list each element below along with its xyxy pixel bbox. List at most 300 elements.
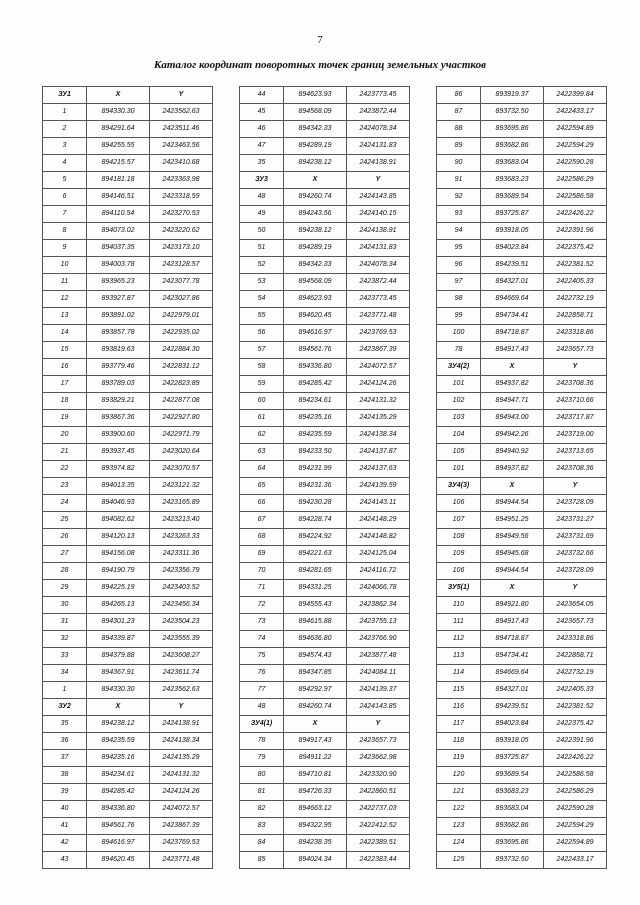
- point-number: 15: [43, 342, 87, 359]
- y-coordinate: 2423719.00: [544, 427, 607, 444]
- x-coordinate: 894620.45: [284, 308, 347, 325]
- point-number: 35: [240, 155, 284, 172]
- x-coordinate: 894623.93: [284, 291, 347, 308]
- x-coordinate: 894023.84: [481, 716, 544, 733]
- table-row: [240, 750, 410, 767]
- y-coordinate: 2423128.57: [150, 257, 213, 274]
- x-coordinate: 894224.92: [284, 529, 347, 546]
- table-row: [43, 325, 213, 342]
- y-coordinate: 2422426.22: [544, 206, 607, 223]
- x-coordinate: 894574.43: [284, 648, 347, 665]
- point-number: 5: [43, 172, 87, 189]
- point-number: 12: [43, 291, 87, 308]
- x-coordinate: 894561.76: [87, 818, 150, 835]
- point-number: 50: [240, 223, 284, 240]
- y-coordinate: 2423717.87: [544, 410, 607, 427]
- x-coordinate: 894911.22: [284, 750, 347, 767]
- table-row: [240, 648, 410, 665]
- table-row: [240, 376, 410, 393]
- point-number: 87: [437, 104, 481, 121]
- x-coordinate: 894945.68: [481, 546, 544, 563]
- table-row: [437, 699, 607, 716]
- x-coordinate: 894718.87: [481, 631, 544, 648]
- table-row: [43, 478, 213, 495]
- table-row: [43, 393, 213, 410]
- point-number: 98: [437, 291, 481, 308]
- point-number: 100: [437, 325, 481, 342]
- y-coordinate: 2423769.53: [150, 835, 213, 852]
- point-number: 1: [43, 682, 87, 699]
- table-row: [240, 291, 410, 308]
- x-coordinate: 894327.01: [481, 274, 544, 291]
- x-coordinate: 894235.59: [284, 427, 347, 444]
- point-number: 18: [43, 393, 87, 410]
- table-row: [240, 614, 410, 631]
- table-row: [240, 597, 410, 614]
- point-number: 108: [437, 529, 481, 546]
- point-number: 110: [437, 597, 481, 614]
- point-number: 78: [437, 342, 481, 359]
- x-coordinate: 894718.87: [481, 325, 544, 342]
- y-coordinate: 2423728.09: [544, 495, 607, 512]
- y-coordinate: 2423311.36: [150, 546, 213, 563]
- parcel-header-row: [43, 699, 213, 716]
- x-coordinate: 893937.45: [87, 444, 150, 461]
- x-header: X: [87, 87, 150, 104]
- x-coordinate: 894024.34: [284, 852, 347, 869]
- parcel-header-row: [240, 716, 410, 733]
- y-coordinate: 2424131.83: [347, 138, 410, 155]
- y-coordinate: 2423511.46: [150, 121, 213, 138]
- table-row: [240, 104, 410, 121]
- coordinates-table-middle: [239, 86, 410, 869]
- y-coordinate: 2423356.79: [150, 563, 213, 580]
- point-number: 10: [43, 257, 87, 274]
- x-coordinate: 894339.87: [87, 631, 150, 648]
- point-number: 99: [437, 308, 481, 325]
- point-number: 73: [240, 614, 284, 631]
- table-row: [43, 206, 213, 223]
- table-row: [240, 546, 410, 563]
- x-coordinate: 894238.12: [284, 155, 347, 172]
- x-coordinate: 894110.54: [87, 206, 150, 223]
- y-coordinate: 2423456.34: [150, 597, 213, 614]
- table-row: [240, 325, 410, 342]
- point-number: 94: [437, 223, 481, 240]
- y-coordinate: 2423403.52: [150, 580, 213, 597]
- y-coordinate: 2422858.71: [544, 308, 607, 325]
- point-number: 28: [43, 563, 87, 580]
- y-coordinate: 2423173.10: [150, 240, 213, 257]
- y-header: Y: [544, 359, 607, 376]
- point-number: 115: [437, 682, 481, 699]
- x-coordinate: 893732.50: [481, 852, 544, 869]
- y-coordinate: 2424138.91: [347, 223, 410, 240]
- table-row: [437, 784, 607, 801]
- y-coordinate: 2422405.33: [544, 274, 607, 291]
- y-coordinate: 2424139.59: [347, 478, 410, 495]
- y-coordinate: 2422375.42: [544, 240, 607, 257]
- table-row: [437, 325, 607, 342]
- table-row: [240, 512, 410, 529]
- table-row: [437, 801, 607, 818]
- y-coordinate: 2423020.64: [150, 444, 213, 461]
- point-number: 119: [437, 750, 481, 767]
- x-coordinate: 894230.28: [284, 495, 347, 512]
- table-row: [240, 121, 410, 138]
- y-coordinate: 2422590.28: [544, 155, 607, 172]
- table-row: [437, 495, 607, 512]
- x-coordinate: 894301.23: [87, 614, 150, 631]
- table-row: [437, 87, 607, 104]
- y-coordinate: 2423773.45: [347, 87, 410, 104]
- table-row: [240, 835, 410, 852]
- y-coordinate: 2423504.23: [150, 614, 213, 631]
- point-number: 72: [240, 597, 284, 614]
- table-row: [43, 308, 213, 325]
- point-number: 13: [43, 308, 87, 325]
- y-coordinate: 2423877.48: [347, 648, 410, 665]
- y-coordinate: 2422594.89: [544, 835, 607, 852]
- point-number: 80: [240, 767, 284, 784]
- x-header: X: [481, 580, 544, 597]
- x-coordinate: 894082.62: [87, 512, 150, 529]
- point-number: 61: [240, 410, 284, 427]
- y-coordinate: 2422935.02: [150, 325, 213, 342]
- y-coordinate: 2423318.86: [544, 325, 607, 342]
- x-coordinate: 894291.64: [87, 121, 150, 138]
- x-coordinate: 894616.97: [87, 835, 150, 852]
- table-row: [240, 274, 410, 291]
- point-number: 16: [43, 359, 87, 376]
- x-coordinate: 894951.25: [481, 512, 544, 529]
- y-coordinate: 2422590.28: [544, 801, 607, 818]
- point-number: 117: [437, 716, 481, 733]
- y-coordinate: 2423662.98: [347, 750, 410, 767]
- point-number: 7: [43, 206, 87, 223]
- table-row: [43, 580, 213, 597]
- point-number: 63: [240, 444, 284, 461]
- y-coordinate: 2423562.63: [150, 104, 213, 121]
- table-row: [43, 784, 213, 801]
- y-coordinate: 2423320.90: [347, 767, 410, 784]
- x-coordinate: 893857.78: [87, 325, 150, 342]
- x-coordinate: 894231.36: [284, 478, 347, 495]
- table-row: [437, 223, 607, 240]
- table-row: [43, 665, 213, 682]
- table-row: [240, 852, 410, 869]
- y-coordinate: 2424138.91: [150, 716, 213, 733]
- table-row: [437, 733, 607, 750]
- y-coordinate: 2424124.26: [347, 376, 410, 393]
- x-coordinate: 894003.78: [87, 257, 150, 274]
- table-row: [240, 342, 410, 359]
- point-number: 59: [240, 376, 284, 393]
- point-number: 48: [240, 189, 284, 206]
- table-row: [437, 529, 607, 546]
- point-number: 17: [43, 376, 87, 393]
- y-coordinate: 2422594.29: [544, 138, 607, 155]
- y-coordinate: 2422375.42: [544, 716, 607, 733]
- table-row: [437, 155, 607, 172]
- point-number: 85: [240, 852, 284, 869]
- point-number: 111: [437, 614, 481, 631]
- point-number: 116: [437, 699, 481, 716]
- y-coordinate: 2424137.87: [347, 444, 410, 461]
- point-number: 75: [240, 648, 284, 665]
- y-coordinate: 2424138.91: [347, 155, 410, 172]
- table-row: [240, 733, 410, 750]
- point-number: 40: [43, 801, 87, 818]
- y-coordinate: 2422586.58: [544, 767, 607, 784]
- parcel-id: ЗУ3: [240, 172, 284, 189]
- point-number: 43: [43, 852, 87, 869]
- y-coordinate: 2424124.26: [150, 784, 213, 801]
- table-row: [43, 733, 213, 750]
- x-coordinate: 894615.88: [284, 614, 347, 631]
- table-row: [43, 138, 213, 155]
- y-coordinate: 2422594.89: [544, 121, 607, 138]
- y-coordinate: 2423867.39: [347, 342, 410, 359]
- x-coordinate: 894636.80: [284, 631, 347, 648]
- x-coordinate: 894669.64: [481, 291, 544, 308]
- x-coordinate: 894255.55: [87, 138, 150, 155]
- table-row: [437, 257, 607, 274]
- point-number: 67: [240, 512, 284, 529]
- y-coordinate: 2424131.32: [347, 393, 410, 410]
- x-coordinate: 894225.19: [87, 580, 150, 597]
- x-coordinate: 894663.12: [284, 801, 347, 818]
- parcel-header-row: [437, 580, 607, 597]
- table-row: [43, 716, 213, 733]
- table-row: [437, 376, 607, 393]
- point-number: 27: [43, 546, 87, 563]
- x-coordinate: 894073.02: [87, 223, 150, 240]
- point-number: 38: [43, 767, 87, 784]
- table-row: [437, 189, 607, 206]
- table-row: [240, 206, 410, 223]
- table-row: [437, 648, 607, 665]
- y-coordinate: 2422381.52: [544, 699, 607, 716]
- y-coordinate: 2422737.03: [347, 801, 410, 818]
- point-number: 62: [240, 427, 284, 444]
- table-row: [43, 257, 213, 274]
- y-coordinate: 2424143.85: [347, 189, 410, 206]
- x-coordinate: 894235.59: [87, 733, 150, 750]
- y-coordinate: 2424125.04: [347, 546, 410, 563]
- table-row: [437, 121, 607, 138]
- y-coordinate: 2424138.34: [347, 427, 410, 444]
- parcel-id: ЗУ4(2): [437, 359, 481, 376]
- table-row: [43, 410, 213, 427]
- x-coordinate: 894260.74: [284, 699, 347, 716]
- y-coordinate: 2423562.63: [150, 682, 213, 699]
- table-row: [240, 444, 410, 461]
- table-row: [240, 665, 410, 682]
- x-coordinate: 894190.79: [87, 563, 150, 580]
- point-number: 107: [437, 512, 481, 529]
- x-coordinate: 894233.50: [284, 444, 347, 461]
- y-coordinate: 2424140.15: [347, 206, 410, 223]
- point-number: 49: [240, 206, 284, 223]
- table-row: [437, 597, 607, 614]
- table-row: [43, 376, 213, 393]
- table-row: [437, 835, 607, 852]
- point-number: 37: [43, 750, 87, 767]
- y-coordinate: 2422979.01: [150, 308, 213, 325]
- x-coordinate: 893725.87: [481, 750, 544, 767]
- table-row: [43, 189, 213, 206]
- y-coordinate: 2424148.29: [347, 512, 410, 529]
- x-coordinate: 893919.37: [481, 87, 544, 104]
- table-row: [240, 580, 410, 597]
- table-row: [43, 512, 213, 529]
- x-coordinate: 894568.09: [284, 274, 347, 291]
- y-coordinate: 2424143.11: [347, 495, 410, 512]
- table-row: [240, 87, 410, 104]
- y-coordinate: 2424072.57: [150, 801, 213, 818]
- x-coordinate: 894228.74: [284, 512, 347, 529]
- y-coordinate: 2422433.17: [544, 104, 607, 121]
- x-coordinate: 894942.26: [481, 427, 544, 444]
- y-coordinate: 2424135.29: [150, 750, 213, 767]
- point-number: 52: [240, 257, 284, 274]
- parcel-id: ЗУ4(1): [240, 716, 284, 733]
- table-row: [43, 121, 213, 138]
- table-row: [240, 240, 410, 257]
- y-coordinate: 2424143.85: [347, 699, 410, 716]
- table-row: [240, 529, 410, 546]
- y-coordinate: 2423728.09: [544, 563, 607, 580]
- y-coordinate: 2422426.22: [544, 750, 607, 767]
- x-coordinate: 894215.57: [87, 155, 150, 172]
- x-coordinate: 894330.30: [87, 104, 150, 121]
- point-number: 32: [43, 631, 87, 648]
- y-coordinate: 2423263.33: [150, 529, 213, 546]
- point-number: 102: [437, 393, 481, 410]
- x-coordinate: 894322.95: [284, 818, 347, 835]
- point-number: 118: [437, 733, 481, 750]
- y-coordinate: 2422858.71: [544, 648, 607, 665]
- table-row: [43, 597, 213, 614]
- table-row: [437, 665, 607, 682]
- table-row: [240, 495, 410, 512]
- parcel-header-row: [43, 87, 213, 104]
- coordinates-table-left: [42, 86, 213, 869]
- y-coordinate: 2422399.84: [544, 87, 607, 104]
- table-row: [437, 563, 607, 580]
- x-coordinate: 894917.43: [481, 614, 544, 631]
- x-coordinate: 894347.85: [284, 665, 347, 682]
- x-coordinate: 894285.42: [87, 784, 150, 801]
- x-coordinate: 893789.03: [87, 376, 150, 393]
- y-coordinate: 2423270.53: [150, 206, 213, 223]
- point-number: 121: [437, 784, 481, 801]
- point-number: 22: [43, 461, 87, 478]
- table-row: [240, 138, 410, 155]
- table-row: [240, 257, 410, 274]
- table-row: [240, 461, 410, 478]
- point-number: 1: [43, 104, 87, 121]
- table-row: [240, 189, 410, 206]
- table-row: [437, 138, 607, 155]
- table-row: [437, 852, 607, 869]
- x-coordinate: 893725.87: [481, 206, 544, 223]
- table-row: [43, 104, 213, 121]
- y-coordinate: 2424138.34: [150, 733, 213, 750]
- x-header: X: [284, 716, 347, 733]
- x-coordinate: 894289.19: [284, 138, 347, 155]
- table-row: [240, 223, 410, 240]
- point-number: 76: [240, 665, 284, 682]
- y-coordinate: 2423077.78: [150, 274, 213, 291]
- y-coordinate: 2424148.82: [347, 529, 410, 546]
- point-number: 31: [43, 614, 87, 631]
- point-number: 70: [240, 563, 284, 580]
- point-number: 55: [240, 308, 284, 325]
- y-coordinate: 2422383.44: [347, 852, 410, 869]
- table-row: [43, 342, 213, 359]
- point-number: 20: [43, 427, 87, 444]
- parcel-header-row: [240, 172, 410, 189]
- x-coordinate: 894620.45: [87, 852, 150, 869]
- x-coordinate: 894234.61: [87, 767, 150, 784]
- point-number: 56: [240, 325, 284, 342]
- table-row: [240, 631, 410, 648]
- x-coordinate: 894921.80: [481, 597, 544, 614]
- y-coordinate: 2422405.33: [544, 682, 607, 699]
- x-coordinate: 894239.51: [481, 699, 544, 716]
- table-row: [437, 750, 607, 767]
- y-coordinate: 2423771.48: [150, 852, 213, 869]
- point-number: 42: [43, 835, 87, 852]
- x-coordinate: 894037.35: [87, 240, 150, 257]
- table-row: [43, 172, 213, 189]
- x-coordinate: 894285.42: [284, 376, 347, 393]
- y-coordinate: 2422391.96: [544, 733, 607, 750]
- y-coordinate: 2423755.13: [347, 614, 410, 631]
- parcel-id: ЗУ4(3): [437, 478, 481, 495]
- x-coordinate: 893682.86: [481, 138, 544, 155]
- table-row: [437, 393, 607, 410]
- point-number: 4: [43, 155, 87, 172]
- x-coordinate: 894239.51: [481, 257, 544, 274]
- x-coordinate: 894265.13: [87, 597, 150, 614]
- point-number: 81: [240, 784, 284, 801]
- x-coordinate: 894342.33: [284, 121, 347, 138]
- table-row: [240, 427, 410, 444]
- table-row: [240, 682, 410, 699]
- point-number: 91: [437, 172, 481, 189]
- x-coordinate: 894238.12: [284, 223, 347, 240]
- y-coordinate: 2424139.37: [347, 682, 410, 699]
- x-coordinate: 894120.13: [87, 529, 150, 546]
- table-row: [240, 801, 410, 818]
- table-row: [437, 512, 607, 529]
- table-row: [43, 835, 213, 852]
- x-coordinate: 894292.97: [284, 682, 347, 699]
- table-row: [43, 648, 213, 665]
- y-coordinate: 2424137.63: [347, 461, 410, 478]
- point-number: 30: [43, 597, 87, 614]
- x-coordinate: 894944.54: [481, 495, 544, 512]
- table-row: [437, 444, 607, 461]
- table-row: [43, 529, 213, 546]
- x-coordinate: 893819.63: [87, 342, 150, 359]
- x-coordinate: 894330.30: [87, 682, 150, 699]
- x-coordinate: 893965.23: [87, 274, 150, 291]
- point-number: 90: [437, 155, 481, 172]
